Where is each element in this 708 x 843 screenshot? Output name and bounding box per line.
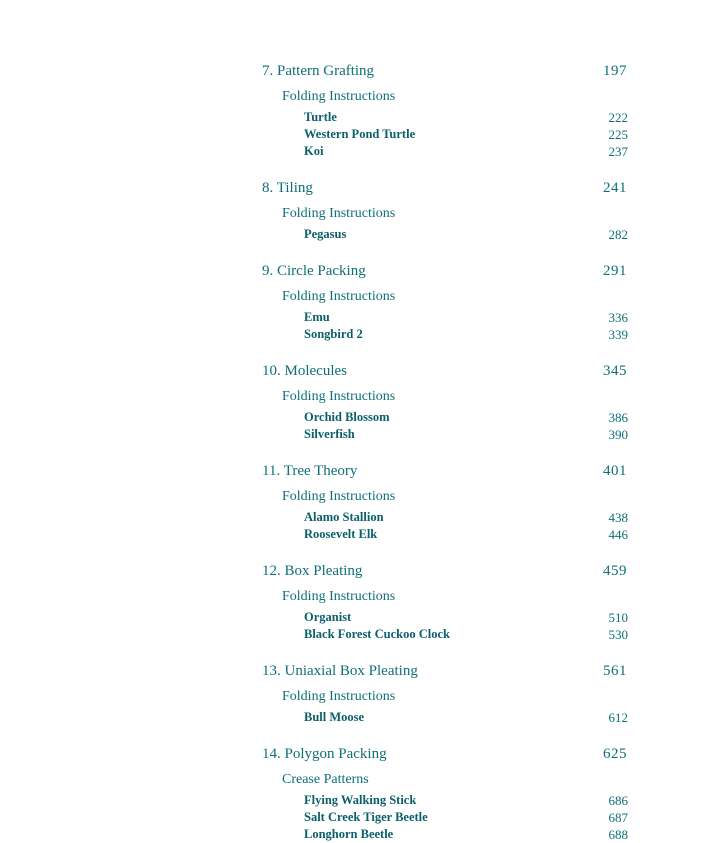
entry-page: 510 <box>608 610 628 625</box>
chapter-number: 10. <box>262 363 281 379</box>
chapter-title <box>262 180 313 197</box>
entry-page: 339 <box>608 327 628 342</box>
chapter-page: 345 <box>603 363 627 379</box>
chapter-title-text: Box Pleating <box>284 563 363 579</box>
entry-page: 686 <box>608 793 628 808</box>
entry-title: Turtle <box>304 110 337 124</box>
entry-title: Western Pond Turtle <box>304 127 416 141</box>
chapter-page: 625 <box>603 746 627 762</box>
chapter-number: 7. <box>262 63 274 79</box>
chapter-number: 14. <box>262 746 281 762</box>
chapter-number: 12. <box>262 563 281 579</box>
section-title: Folding Instructions <box>282 689 396 704</box>
entry-title: Koi <box>304 144 324 158</box>
entry-title: Flying Walking Stick <box>304 793 417 807</box>
chapter-title-text: Polygon Packing <box>284 746 387 762</box>
chapter-page: 459 <box>603 563 627 579</box>
chapter-page: 241 <box>603 180 627 196</box>
chapter-page: 291 <box>603 263 627 279</box>
chapter-title-text: Molecules <box>284 363 347 379</box>
entry-title: Silverfish <box>304 427 355 441</box>
section-title: Folding Instructions <box>282 389 396 404</box>
chapter-title <box>262 263 366 280</box>
entry-page: 612 <box>608 710 628 725</box>
section-title: Folding Instructions <box>282 589 396 604</box>
chapter-title <box>262 663 418 680</box>
section-title: Folding Instructions <box>282 89 396 104</box>
chapter-number: 13. <box>262 663 281 679</box>
chapter-number: 11. <box>262 463 281 479</box>
chapter-title <box>262 363 347 380</box>
entry-title: Salt Creek Tiger Beetle <box>304 810 428 824</box>
entry-title: Pegasus <box>304 227 347 241</box>
entry-page: 438 <box>608 510 628 525</box>
entry-title: Organist <box>304 610 352 624</box>
chapter-page: 197 <box>603 63 627 79</box>
entry-page: 390 <box>608 427 628 442</box>
entry-page: 336 <box>608 310 628 325</box>
chapter-title-text: Uniaxial Box Pleating <box>284 663 418 679</box>
entry-page: 282 <box>608 227 628 242</box>
chapter-title <box>262 563 362 580</box>
entry-title: Orchid Blossom <box>304 410 390 424</box>
chapter-number: 9. <box>262 263 274 279</box>
entry-page: 530 <box>608 627 628 642</box>
entry-page: 687 <box>608 810 628 825</box>
chapter-title-text: Pattern Grafting <box>277 63 375 79</box>
entry-page: 222 <box>608 110 628 125</box>
chapter-title-text: Tiling <box>276 180 313 196</box>
entry-title: Alamo Stallion <box>304 510 384 524</box>
entry-title: Longhorn Beetle <box>304 827 394 841</box>
chapter-title <box>262 63 374 80</box>
section-title: Folding Instructions <box>282 206 396 221</box>
chapter-number: 8. <box>262 180 274 196</box>
section-title: Folding Instructions <box>282 289 396 304</box>
entry-page: 237 <box>608 144 628 159</box>
chapter-page: 401 <box>603 463 627 479</box>
chapter-title <box>262 746 387 763</box>
entry-page: 225 <box>608 127 628 142</box>
chapter-page: 561 <box>603 663 627 679</box>
entry-title: Roosevelt Elk <box>304 527 378 541</box>
entry-page: 386 <box>608 410 628 425</box>
entry-title: Emu <box>304 310 330 324</box>
entry-title: Songbird 2 <box>304 327 363 341</box>
section-title: Folding Instructions <box>282 489 396 504</box>
entry-page: 688 <box>608 827 628 842</box>
entry-page: 446 <box>608 527 628 542</box>
chapter-title-text: Tree Theory <box>283 463 358 479</box>
entry-title: Bull Moose <box>304 710 365 724</box>
chapter-title <box>262 463 357 480</box>
section-title: Crease Patterns <box>282 772 369 787</box>
chapter-title-text: Circle Packing <box>277 263 366 279</box>
entry-title: Black Forest Cuckoo Clock <box>304 627 450 641</box>
